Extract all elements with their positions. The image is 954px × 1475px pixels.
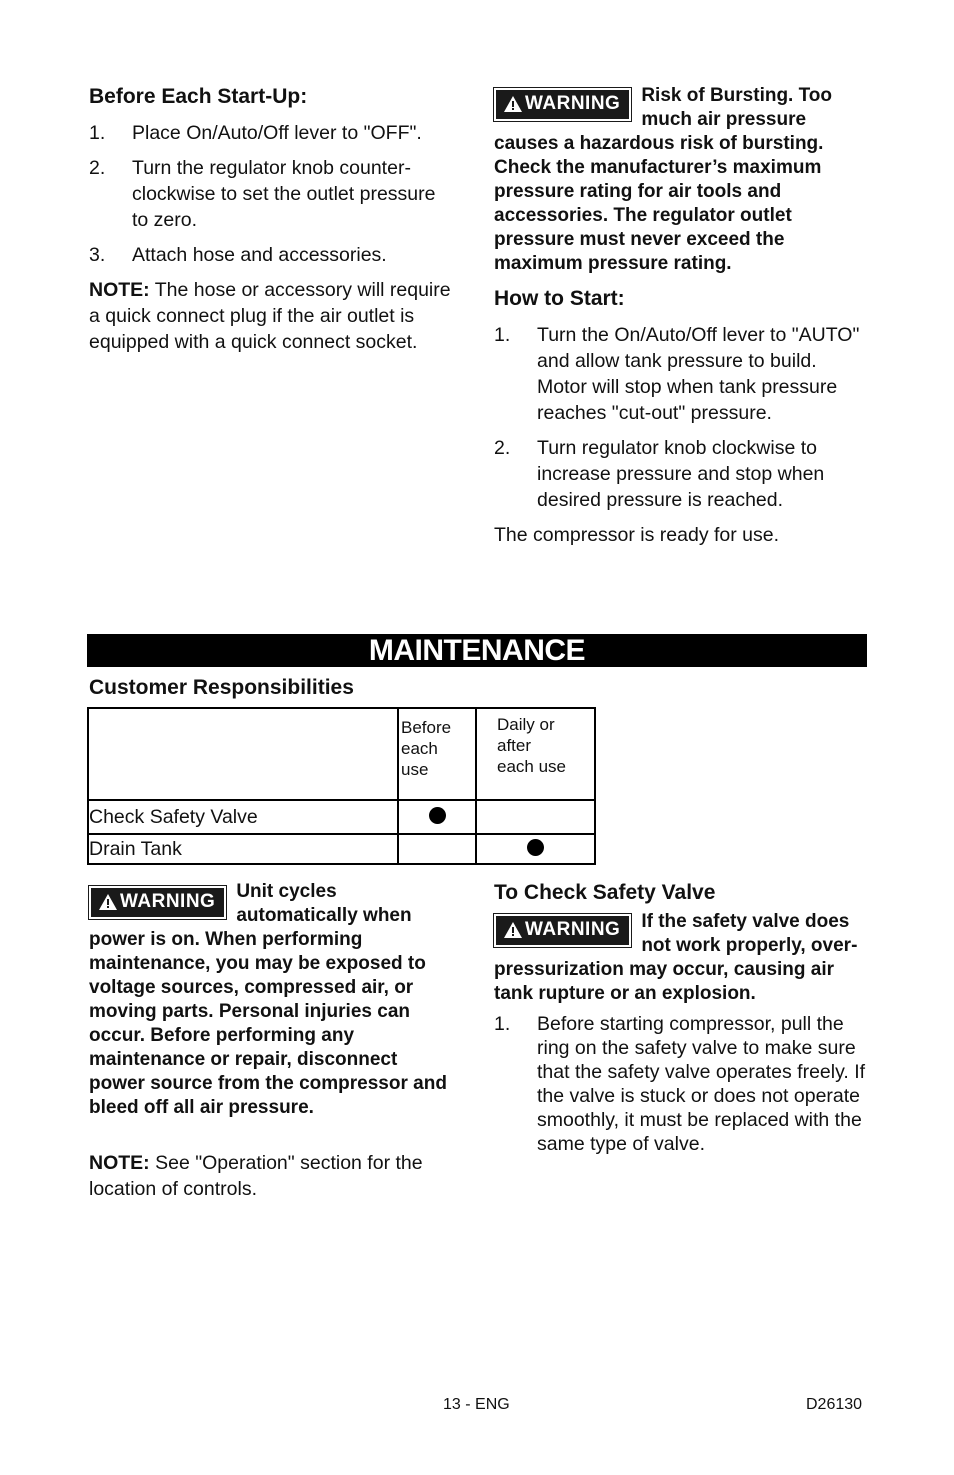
warning-badge: WARNING — [494, 88, 631, 121]
table-row — [88, 800, 595, 834]
maintenance-warning-section — [89, 880, 451, 1202]
before-startup-section — [89, 84, 454, 355]
table-header-task — [88, 708, 398, 800]
warning-safety-valve: WARNING If the safety valve does not work properly, over-pressurization may occur, causing air tank rupture or an explosion. — [494, 911, 858, 1004]
safety-valve-title: To Check Safety Valve — [494, 881, 716, 904]
maintenance-header: MAINTENANCE — [87, 634, 867, 667]
table-header-row — [88, 708, 595, 800]
table-cell-before — [398, 834, 476, 864]
before-startup-note: NOTE: The hose or accessory will require a quick connect plug if the air outlet is equipped with a quick connect socket. — [89, 279, 451, 353]
how-to-start-steps — [494, 322, 869, 513]
before-startup-steps — [89, 120, 454, 268]
before-startup-title: Before Each Start-Up: — [89, 85, 308, 108]
list-item: 1. Turn the On/Auto/Off lever to "AUTO" and allow tank pressure to build. Motor will stop when tank pressure reaches "cut-out" pressure. — [494, 324, 860, 424]
customer-responsibilities-title: Customer Responsibilities — [89, 676, 354, 699]
operation-note: NOTE: See "Operation" section for the location of controls. — [89, 1152, 423, 1200]
list-item: 1. Place On/Auto/Off lever to "OFF". — [89, 122, 422, 144]
list-item: 2. Turn regulator knob clockwise to increase pressure and stop when desired pressure is reached. — [494, 437, 825, 511]
list-item: 1. Before starting compressor, pull the ring on the safety valve to make sure that the safety valve operates freely. If the valve is stuck or does not operate smoothly, it must be replaced with the same type of valve. — [494, 1013, 866, 1155]
table-header-daily: Daily or after each use — [476, 708, 595, 800]
document-code: D26130 — [806, 1396, 863, 1413]
list-item: 2. Turn the regulator knob counter-clockwise to set the outlet pressure to zero. — [89, 157, 436, 231]
responsibilities-table — [87, 707, 596, 865]
warning-badge: WARNING — [494, 914, 631, 947]
page-number: 13 - ENG — [443, 1396, 510, 1413]
how-to-start-section — [494, 84, 869, 548]
warning-triangle-icon — [99, 894, 117, 910]
ready-text: The compressor is ready for use. — [494, 524, 780, 546]
check-dot-icon — [429, 807, 446, 824]
table-cell-task: Drain Tank — [88, 834, 398, 864]
table-cell-task: Check Safety Valve — [88, 800, 398, 834]
warning-bursting: WARNING Risk of Bursting. Too much air pressure causes a hazardous risk of bursting. Check the manufacturer’s maximum pressure rating for air tools and accessories. The regulator outlet pressure must never exceed the maximum pressure rating. — [494, 85, 833, 274]
warning-cycles: WARNING Unit cycles automatically when power is on. When performing maintenance, you may be exposed to voltage sources, compressed air, or moving parts. Personal injuries can occur. Before performing any maintenance or repair, disconnect power source from the compressor and bleed off all air pressure. — [89, 881, 447, 1118]
table-header-before: Before each use — [398, 708, 476, 800]
warning-badge: WARNING — [89, 886, 226, 919]
safety-valve-section — [494, 880, 866, 1165]
warning-triangle-icon — [504, 96, 522, 112]
table-cell-daily — [476, 834, 595, 864]
table-cell-daily — [476, 800, 595, 834]
table-row — [88, 834, 595, 864]
how-to-start-title: How to Start: — [494, 287, 625, 310]
warning-triangle-icon — [504, 922, 522, 938]
table-cell-before — [398, 800, 476, 834]
check-dot-icon — [527, 839, 544, 856]
list-item: 3. Attach hose and accessories. — [89, 244, 387, 266]
safety-valve-steps — [494, 1012, 866, 1156]
